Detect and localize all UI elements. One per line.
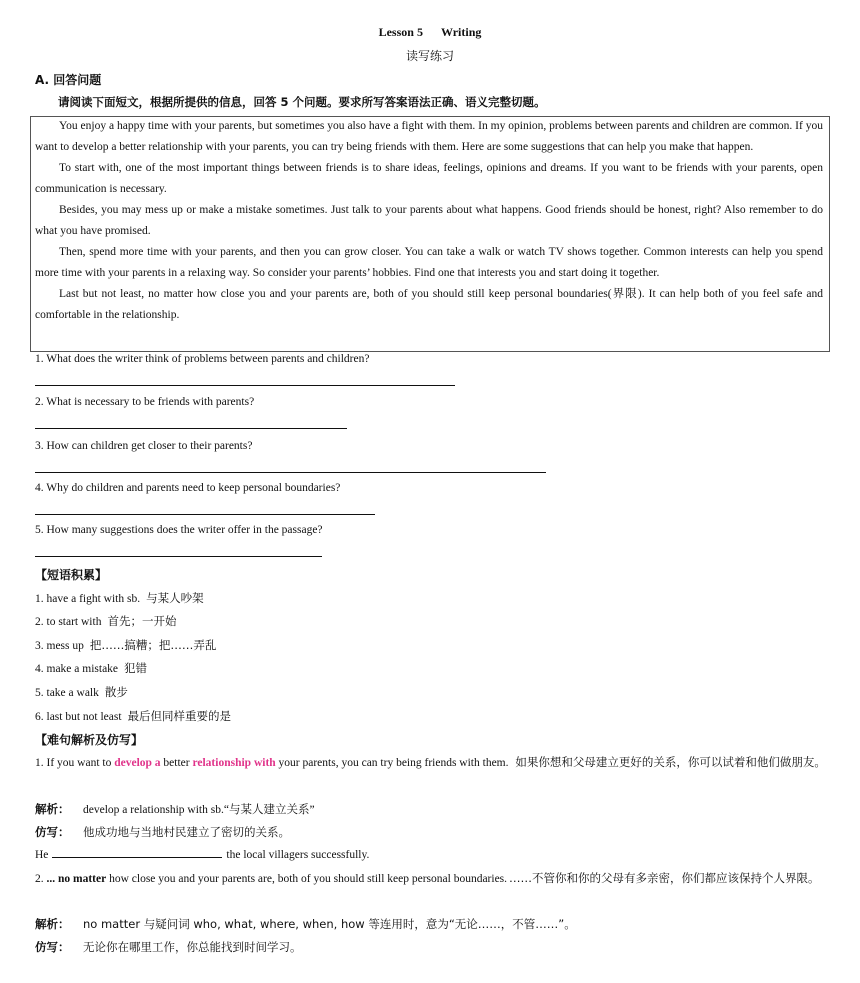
hard-sentence-2 [35,867,830,891]
imitate-label: 仿写： [35,825,70,839]
hard-sentence-1 [35,751,830,775]
passage-paragraph: To start with, one of the most important things between friends is to share ideas, feelings, opinions and dreams. If you want to be friends with your parents, open communication is necessary. [35,162,823,195]
question-4: 4. Why do children and parents need to keep personal boundaries? [35,482,341,494]
phrase-item [35,613,176,629]
sentence-text: 1. If you want to [35,757,115,769]
answer-line-3[interactable] [35,472,546,473]
phrase-cn: 犯错 [124,661,148,675]
phrase-item [35,637,216,653]
passage-paragraph: Then, spend more time with your parents, and then you can grow closer. You can take a walk or watch TV shows together. Common interests can help you spend more time with your parents in a relaxing way. So consider your parents’ hobbies. Find one that interests you and start doing it together. [35,246,823,279]
phrase-cn: 散步 [104,685,128,699]
question-2: 2. What is necessary to be friends with parents? [35,396,255,408]
passage-paragraph: Besides, you may mess up or make a mistake sometimes. Just talk to your parents about what happens. Good friends should be honest, right? Also remember to do what you have promised. [35,204,823,237]
phrase-item [35,590,204,606]
sentence-text: 2. [35,873,47,885]
lesson-topic: Writing [440,25,482,39]
analysis-text: no matter 与疑问词 who, what, where, when, how 等连用时，意为“无论……，不管……”。 [83,917,576,931]
passage-paragraph: Last but not least, no matter how close you and your parents are, both of you should still keep personal boundaries(界限). It can help both of you feel safe and comfortable in the relationship. [35,288,823,321]
answer-line-2[interactable] [35,428,347,429]
phrase-en: 1. have a fight with sb. [35,593,141,605]
lesson-subtitle: 读写练习 [405,49,454,63]
phrase-en: 4. make a mistake [35,663,119,675]
lesson-title [0,25,860,40]
imitate-text: 无论你在哪里工作，你总能找到时间学习。 [83,940,302,954]
imitate-text: 他成功地与当地村民建立了密切的关系。 [83,825,290,839]
answer-line-5[interactable] [35,556,322,557]
analysis-label: 解析： [35,802,70,816]
phrase-en: 5. take a walk [35,687,99,699]
section-a-title: A. 回答问题 [35,73,102,87]
analysis-2 [35,913,830,937]
sentence-text: your parents, you can try being friends with them. [275,757,509,769]
fill-text: the local villagers successfully. [226,849,370,861]
lesson-number: Lesson 5 [378,25,423,39]
passage-paragraph: You enjoy a happy time with your parents, but sometimes you also have a fight with them. In my opinion, problems between parents and children are common. If you want to develop a better relationship with your parents, you can try being friends with them. Here are some suggestions that can help you make that happen. [35,120,823,153]
question-1: 1. What does the writer think of problems between parents and children? [35,353,370,365]
blank-input[interactable] [52,847,222,858]
answer-line-1[interactable] [35,385,455,386]
fill-blank-1 [35,844,830,867]
phrase-item [35,708,231,724]
phrase-cn: 首先；一开始 [107,614,177,628]
fill-text: He [35,849,49,861]
phrase-en: 6. last but not least [35,711,122,723]
sentence-translation: ……不管你和你的父母有多亲密，你们都应该保持个人界限。 [509,871,820,885]
sentence-text: better [160,757,193,769]
phrase-cn: 最后但同样重要的是 [127,709,232,723]
highlight-relationship-with: relationship with [192,757,276,769]
phrases-heading: 【短语积累】 [35,568,108,582]
analysis-label: 解析： [35,917,70,931]
sentence-translation: 如果你想和父母建立更好的关系，你可以试着和他们做朋友。 [515,755,826,769]
imitate-1 [35,821,830,845]
highlight-no-matter: ... no matter [46,873,107,885]
phrase-cn: 把……搞糟；把……弄乱 [89,638,217,652]
highlight-develop-a: develop a [114,757,161,769]
phrase-item [35,684,128,700]
analysis-1 [35,798,830,822]
imitate-label: 仿写： [35,940,70,954]
hard-sentences-heading: 【难句解析及仿写】 [35,733,144,747]
sentence-text: how close you and your parents are, both of you should still keep personal boundaries. [106,873,508,885]
analysis-text: develop a relationship with sb.“与某人建立关系” [83,804,315,816]
answer-line-4[interactable] [35,514,375,515]
phrase-item [35,660,147,676]
imitate-2 [35,936,830,960]
reading-passage [30,116,830,352]
question-3: 3. How can children get closer to their parents? [35,440,253,452]
section-a-instruction: 请阅读下面短文，根据所提供的信息，回答 5 个问题。要求所写答案语法正确、语义完整切题。 [58,95,546,109]
phrase-cn: 与某人吵架 [146,591,204,605]
phrase-en: 3. mess up [35,640,84,652]
question-5: 5. How many suggestions does the writer offer in the passage? [35,524,323,536]
phrase-en: 2. to start with [35,616,102,628]
